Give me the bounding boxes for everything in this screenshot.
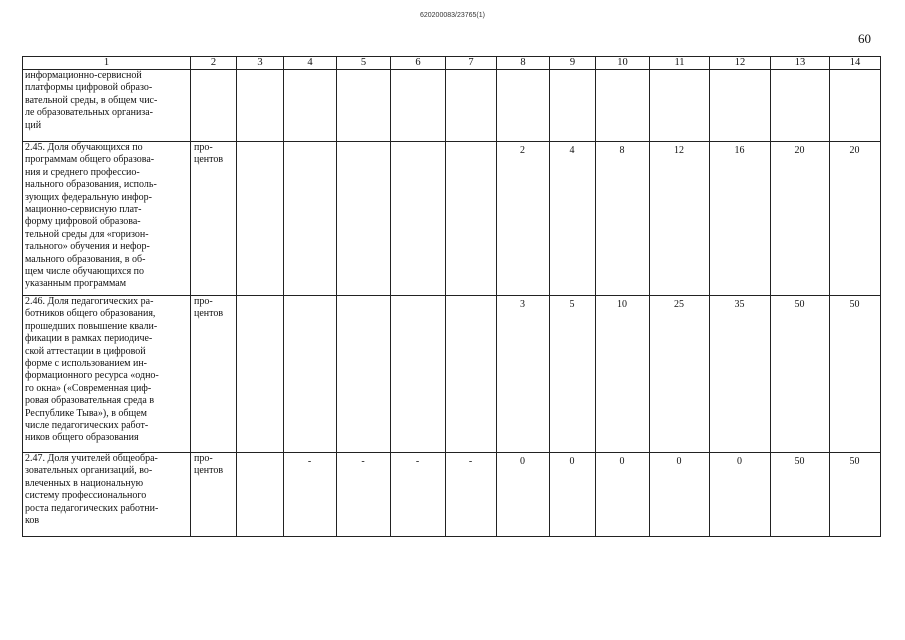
value-cell xyxy=(771,70,830,142)
value-cell: 20 xyxy=(771,142,830,296)
value-cell: 50 xyxy=(830,453,881,537)
description-line: ников общего образования xyxy=(25,432,139,444)
value-cell xyxy=(446,296,497,453)
indicator-description xyxy=(23,453,191,537)
description-line: информационно-сервисной xyxy=(25,70,142,81)
value-cell: - xyxy=(446,453,497,537)
value-cell xyxy=(710,70,771,142)
value-cell: 0 xyxy=(710,453,771,537)
unit-line: центов xyxy=(194,465,224,477)
description-line: программам общего образова- xyxy=(25,154,155,166)
value-cell xyxy=(650,70,710,142)
value-cell xyxy=(446,142,497,296)
value-cell xyxy=(596,70,650,142)
table-row xyxy=(23,453,881,537)
value-cell xyxy=(237,453,284,537)
description-line: го окна» («Современная циф- xyxy=(25,382,152,394)
value-cell xyxy=(337,296,391,453)
description-line: 2.46. Доля педагогических ра- xyxy=(25,296,154,307)
value-cell: 25 xyxy=(650,296,710,453)
value-cell: 0 xyxy=(550,453,596,537)
description-line: Республике Тыва»), в общем xyxy=(25,407,147,419)
table-row xyxy=(23,142,881,296)
unit-cell xyxy=(191,296,237,453)
description-line: систему профессионального xyxy=(25,490,147,502)
document-id: 620200083/23765(1) xyxy=(419,12,485,19)
value-cell xyxy=(337,142,391,296)
column-header: 7 xyxy=(446,57,497,70)
description-line: зовательных организаций, во- xyxy=(25,465,153,477)
description-line: платформы цифровой образо- xyxy=(25,82,153,94)
value-cell xyxy=(391,70,446,142)
unit-line: центов xyxy=(194,308,224,320)
column-header: 4 xyxy=(284,57,337,70)
value-cell: 3 xyxy=(497,296,550,453)
column-header: 6 xyxy=(391,57,446,70)
value-cell xyxy=(237,296,284,453)
column-header: 1 xyxy=(23,57,191,70)
unit-cell xyxy=(191,70,237,142)
indicator-description xyxy=(23,70,191,142)
column-number-row xyxy=(23,57,881,70)
description-line: фикации в рамках периодиче- xyxy=(25,333,153,345)
description-line: тельной среды для «горизон- xyxy=(25,228,149,240)
indicator-description xyxy=(23,296,191,453)
value-cell: 50 xyxy=(771,296,830,453)
column-header: 12 xyxy=(710,57,771,70)
value-cell: 35 xyxy=(710,296,771,453)
description-line: ровая образовательная среда в xyxy=(25,395,155,407)
table-row xyxy=(23,70,881,142)
column-header: 2 xyxy=(191,57,237,70)
value-cell: 0 xyxy=(650,453,710,537)
column-header: 10 xyxy=(596,57,650,70)
description-line: числе педагогических работ- xyxy=(25,420,149,432)
page-number: 60 xyxy=(858,31,871,46)
description-line: ков xyxy=(25,515,40,527)
value-cell xyxy=(497,70,550,142)
indicator-description xyxy=(23,142,191,296)
column-header: 11 xyxy=(650,57,710,70)
description-line: ле образовательных организа- xyxy=(25,107,154,119)
column-header: 3 xyxy=(237,57,284,70)
value-cell xyxy=(830,70,881,142)
unit-line: центов xyxy=(194,154,224,166)
value-cell: 50 xyxy=(771,453,830,537)
description-line: ботников общего образования, xyxy=(25,308,156,320)
description-line: форму цифровой образова- xyxy=(25,216,141,228)
value-cell: 0 xyxy=(497,453,550,537)
value-cell xyxy=(284,70,337,142)
value-cell: 4 xyxy=(550,142,596,296)
description-line: зующих федеральную инфор- xyxy=(25,191,152,203)
value-cell: 20 xyxy=(830,142,881,296)
description-line: ций xyxy=(25,119,42,131)
value-cell: 0 xyxy=(596,453,650,537)
value-cell: - xyxy=(284,453,337,537)
value-cell xyxy=(337,70,391,142)
value-cell xyxy=(550,70,596,142)
column-header: 13 xyxy=(771,57,830,70)
unit-cell xyxy=(191,142,237,296)
description-line: указанным программам xyxy=(25,278,127,290)
column-header: 8 xyxy=(497,57,550,70)
value-cell xyxy=(391,296,446,453)
description-line: влеченных в национальную xyxy=(25,477,144,489)
description-line: вательной среды, в общем чис- xyxy=(25,94,158,106)
description-line: тального» обучения и нефор- xyxy=(25,241,150,253)
value-cell xyxy=(284,296,337,453)
value-cell: - xyxy=(337,453,391,537)
description-line: щем числе обучающихся по xyxy=(25,266,145,278)
value-cell: 10 xyxy=(596,296,650,453)
description-line: формационного ресурса «одно- xyxy=(25,370,159,382)
description-line: форме с использованием ин- xyxy=(25,358,148,370)
value-cell: 8 xyxy=(596,142,650,296)
value-cell: 50 xyxy=(830,296,881,453)
unit-line: про- xyxy=(194,142,213,153)
value-cell xyxy=(237,142,284,296)
value-cell xyxy=(446,70,497,142)
column-header: 14 xyxy=(830,57,881,70)
table-row xyxy=(23,296,881,453)
unit-cell xyxy=(191,453,237,537)
description-line: прошедших повышение квали- xyxy=(25,320,158,332)
description-line: ской аттестации в цифровой xyxy=(25,345,146,357)
value-cell: 5 xyxy=(550,296,596,453)
description-line: мального образования, в об- xyxy=(25,253,146,265)
value-cell: 2 xyxy=(497,142,550,296)
description-line: нального образования, исполь- xyxy=(25,179,157,191)
column-header: 5 xyxy=(337,57,391,70)
description-line: ния и среднего профессио- xyxy=(25,166,140,178)
indicators-table xyxy=(22,56,881,537)
description-line: 2.47. Доля учителей общеобра- xyxy=(25,453,158,464)
description-line: мационно-сервисную плат- xyxy=(25,204,142,216)
description-line: роста педагогических работни- xyxy=(25,502,159,514)
value-cell: 16 xyxy=(710,142,771,296)
unit-line: про- xyxy=(194,453,213,464)
column-header: 9 xyxy=(550,57,596,70)
description-line: 2.45. Доля обучающихся по xyxy=(25,142,143,153)
value-cell: - xyxy=(391,453,446,537)
value-cell xyxy=(284,142,337,296)
unit-line: про- xyxy=(194,296,213,307)
value-cell xyxy=(237,70,284,142)
value-cell xyxy=(391,142,446,296)
value-cell: 12 xyxy=(650,142,710,296)
